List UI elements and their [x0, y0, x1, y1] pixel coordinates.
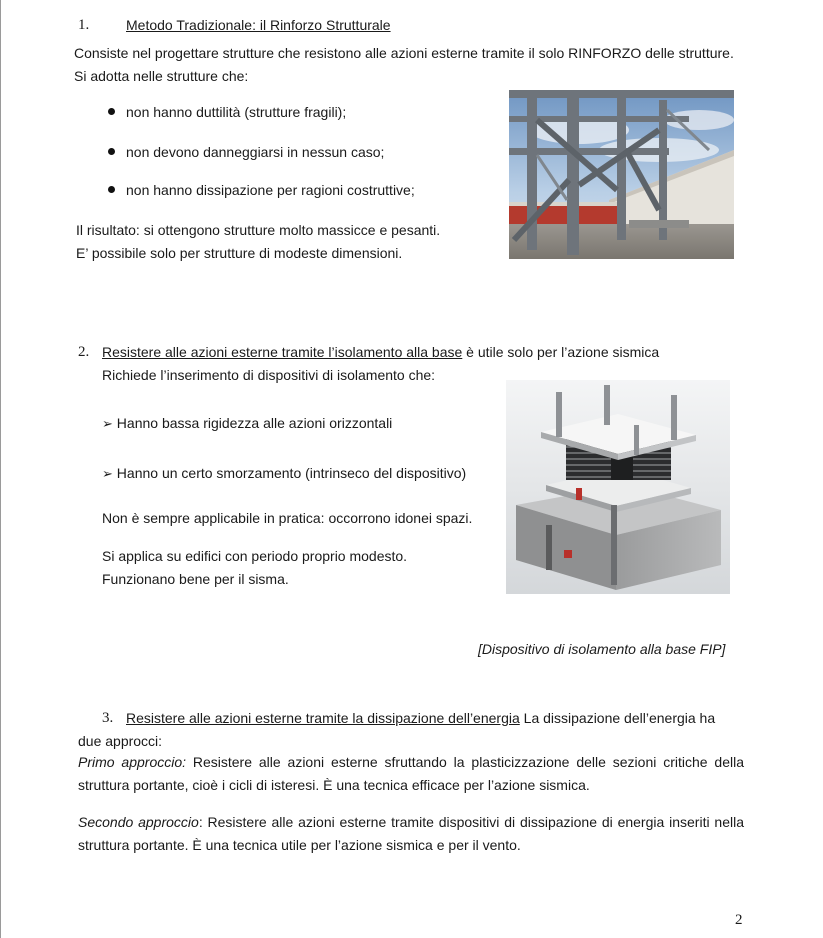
section2-title: Resistere alle azioni esterne tramite l’isolamento alla base: [102, 344, 463, 360]
section2-arrow-item-2: ➢ Hanno un certo smorzamento (intrinseco del dispositivo): [102, 465, 467, 481]
page-left-edge: [0, 0, 1, 938]
section1-title: Metodo Tradizionale: il Rinforzo Strutturale: [126, 17, 391, 33]
bullet-dot-1: [108, 108, 115, 115]
page-number: 2: [735, 912, 743, 928]
section1-intro-line2: Si adotta nelle strutture che:: [74, 68, 249, 84]
section2-image-caption: [Dispositivo di isolamento alla base FIP]: [478, 641, 726, 657]
approach2-text: : Resistere alle azioni esterne tramite dispositivi di dissipazione di energia inseriti nella struttura portante. È una tecnica utile per l’azione sismica e per il vento.: [78, 814, 744, 853]
section2-note2: Si applica su edifici con periodo proprio modesto.: [102, 548, 408, 564]
section3-approach1: [78, 751, 744, 796]
approach1-text: Resistere alle azioni esterne sfruttando la plasticizzazione delle sezioni critiche della struttura portante, cioè i cicli di isteresi. È una tecnica efficace per l’azione sismica.: [78, 754, 744, 793]
bullet-dot-3: [108, 186, 115, 193]
section1-bullet-3: non hanno dissipazione per ragioni costruttive;: [126, 182, 415, 198]
steel-structure-photo: [509, 90, 734, 259]
section3-approach2: [78, 811, 744, 856]
section2-note3: Funzionano bene per il sisma.: [102, 571, 289, 587]
arrow-bullet-icon: ➢: [102, 416, 113, 431]
section2-heading: [102, 343, 659, 361]
section1-number: 1.: [78, 17, 90, 33]
bullet-dot-2: [108, 148, 115, 155]
section2-arrow-item-1: ➢ Hanno bassa rigidezza alle azioni orizzontali: [102, 415, 393, 431]
base-isolator-photo: [506, 380, 730, 594]
section1-result-line2: E’ possibile solo per strutture di modeste dimensioni.: [76, 245, 403, 261]
section3-heading: [126, 709, 715, 727]
section3-line2: due approcci:: [78, 733, 163, 749]
section2-line2: Richiede l’inserimento di dispositivi di isolamento che:: [102, 367, 436, 383]
section3-title-suffix: La dissipazione dell’energia ha: [519, 710, 716, 726]
section1-intro-line1: Consiste nel progettare strutture che resistono alle azioni esterne tramite il solo RINFORZO delle strutture.: [74, 45, 734, 61]
approach1-label: Primo approccio:: [78, 754, 187, 770]
section2-title-suffix: è utile solo per l’azione sismica: [462, 344, 660, 360]
section2-note1: Non è sempre applicabile in pratica: occorrono idonei spazi.: [102, 510, 473, 526]
section1-result-line1: Il risultato: si ottengono strutture molto massicce e pesanti.: [76, 222, 441, 238]
section1-bullet-1: non hanno duttilità (strutture fragili);: [126, 104, 347, 120]
section3-number: 3.: [102, 710, 114, 726]
approach2-label: Secondo approccio: [78, 814, 199, 830]
section3-title: Resistere alle azioni esterne tramite la dissipazione dell’energia: [126, 710, 520, 726]
section2-number: 2.: [78, 344, 90, 360]
section1-bullet-2: non devono danneggiarsi in nessun caso;: [126, 144, 385, 160]
arrow-bullet-icon: ➢: [102, 466, 113, 481]
